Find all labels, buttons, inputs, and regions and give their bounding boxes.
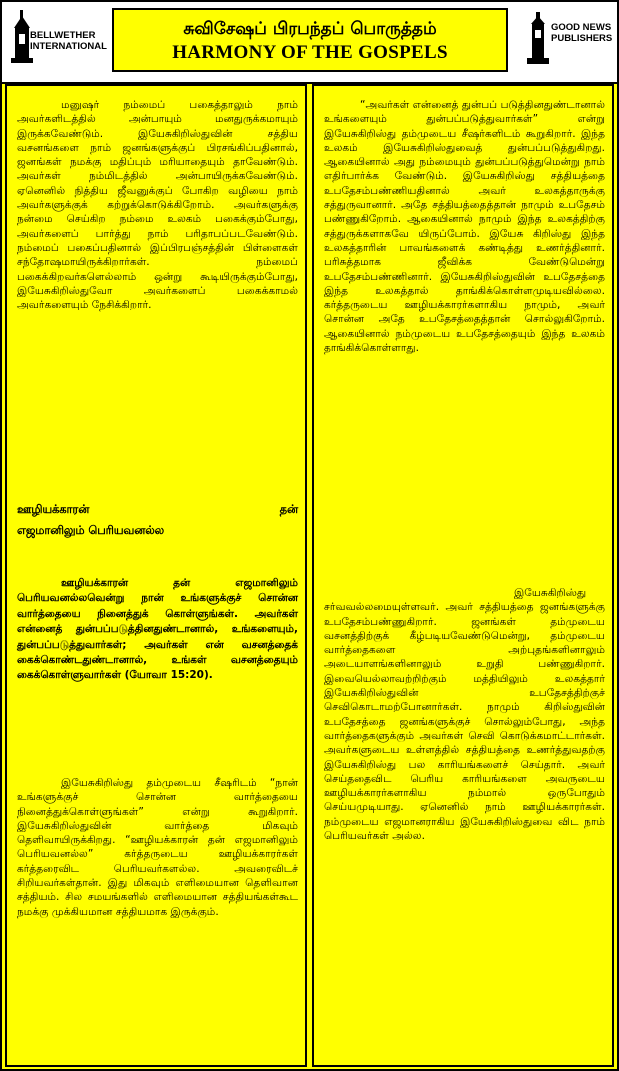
body-area <box>2 84 617 1069</box>
left-column <box>5 84 307 1067</box>
section-heading-line-2: எஜமானிலும் பெரியவனல்ல <box>17 524 164 537</box>
title-box <box>112 8 508 72</box>
title-english: HARMONY OF THE GOSPELS <box>172 42 448 63</box>
left-paragraph-1: மனுஷர் நம்மைப் பகைத்தாலும் நாம் அவர்களிடத்தில் அன்பாயும் மனதுருக்கமாயும் இருக்கவேண்டும். இயேசுகிறிஸ்துவின் சத்திய வசனங்களை நாம் ஜனங்களுக்குப் பிரசங்கிப்பதினால், ஜனங்கள் நமக்கு மதிப்பும் மரியாதையும் தாவேண்டும். அவர்கள் நம்மிடத்தில் அன்பாயிருக்கவேண்டும். ஏனெனில் நித்திய ஜீவனுக்குப் போகிற வழியை நாம் அவர்களுக்குக் கற்றுக்கொடுக்கிறோம். அவர்களுக்கு நன்மை செய்கிற நம்மை உலகம் பகைக்கும்போது, அவர்களைப் பார்த்து நாம் பரிதாபப்படவேண்டும். நம்மைப் பகைப்பதினால் இப்பிரபஞ்சத்தின் பிள்ளைகள் சந்தோஷமாயிருக்கிறார்கள். நம்மைப் பகைக்கிறவர்களெல்லாம் ஒன்று கூடியிருக்கும்போது, இயேசுகிறிஸ்துவோ அவர்களைப் பகைக்காமல் அவர்களையும் நேசிக்கிறார். <box>17 99 298 312</box>
good-news-logo-text: GOOD NEWS PUBLISHERS <box>551 22 613 44</box>
right-column <box>312 84 614 1067</box>
scripture-quote: ஊழியக்காரன் தன் எஜமானிலும் பெரியவனல்லவென்று நான் உங்களுக்குச் சொன்ன வார்த்தையை நினைத்துக் கொள்ளுங்கள். அவர்கள் என்னைத் துன்பப்படுத்தினதுண்டானால், உங்களையும், துன்பப்படுத்துவார்கள்; அவர்கள் என் வசனத்தைக் கைக்கொண்டதுண்டானால், உங்கள் வசனத்தையும் கைக்கொள்ளுவார்கள் (யோவா 15:20). <box>17 577 298 682</box>
bellwether-logo-text: BELLWETHER INTERNATIONAL <box>30 30 107 52</box>
right-paragraph-1: “அவர்கள் என்னைத் துன்பப் படுத்தினதுண்டானால் உங்களையும் துன்பப்படுத்துவார்கள்” என்று இயேசுகிறிஸ்து தம்முடைய சீஷர்களிடம் கூறுகிறார். இந்த உலகம் இயேசுகிறிஸ்துவைத் துன்பப்படுத்துகிறது. ஆகையினால் அது நம்மையும் துன்பப்படுத்துமென்று நாம் எதிர்பார்க்க வேண்டும். இயேசுகிறிஸ்து சத்தியத்தை உபதேசம்பண்ணியதினால் அவர் உலகத்தாருக்கு சத்துருவானார். அதே சத்தியத்தைத்தான் நாமும் உபதேசம் பண்ணுகிறோம். ஆகையினால் நாமும் இந்த உலகத்திற்கு சத்துருக்களாகவே யிருப்போம். இயேசு கிறிஸ்து இந்த உலகத்தாரின் பாவங்களைக் கண்டித்து உணர்த்தினார். பரிசுத்தமாக ஜீவிக்க வேண்டுமென்று உபதேசம்பண்ணினார். இயேசுகிறிஸ்துவின் உபதேசத்தை இந்த உலகத்தால் தாங்கிக்கொள்ளமுடியவில்லை. கர்த்தருடைய ஊழியக்காரர்களாகிய நாமும், அவர் சொன்ன அதே உபதேசத்தைத்தான் சொல்லுகிறோம். ஆகையினால் நம்முடைய உபதேசத்தையும் இந்த உலகம் தாங்கிக்கொள்ளாது. <box>324 99 605 355</box>
left-paragraph-3: இயேசுகிறிஸ்து தம்முடைய சீஷரிடம் “நான் உங்களுக்குச் சொன்ன வார்த்தையை நினைத்துக்கொள்ளுங்கள்” என்று கூறுகிறார். இயேசுகிறிஸ்துவின் வார்த்தை மிகவும் தெளிவாயிருக்கிறது. “ஊழியக்காரன் தன் எஜமானிலும் பெரியவனல்ல” கர்த்தருடைய ஊழியக்காரர்கள் கர்த்தரைவிட பெரியவர்களல்ல. அவரைவிடச் சிறியவர்கள்தான். இது மிகவும் எளிமையான தெளிவான சத்தியம். சில சமயங்களில் எளிமையான சத்தியங்கள்கூட நமக்கு முக்கியமான சத்தியமாக இருக்கும். <box>17 777 298 918</box>
heading-word-left: ஊழியக்காரன் <box>17 503 90 516</box>
header <box>2 2 617 84</box>
publisher-figure-icon <box>525 10 551 72</box>
title-tamil: சுவிசேஷப் பிரபந்தப் பொருத்தம் <box>183 19 437 39</box>
heading-word-right: தன் <box>279 503 298 516</box>
right-paragraph-2: இயேசுகிறிஸ்து சர்வவல்லமையுள்ளவர். அவர் சத்தியத்தை ஜனங்களுக்கு உபதேசம்பண்ணுகிறார். ஜனங்கள் தம்முடைய வசனத்திற்குக் கீழ்படியவேண்டுமென்று, தம்முடைய வார்த்தைகளை அற்புதங்களினாலும் அடையாளங்களினாலும் உறுதி பண்ணுகிறார். இவையெல்லாவற்றிற்கும் மத்தியிலும் உலகத்தார் இயேசுகிறிஸ்துவின் உபதேசத்திற்குச் செவிகொடாமற்போனார்கள். நாமும் கிறிஸ்துவின் உபதேசத்தை ஜனங்களுக்குச் சொல்லும்போது, அந்த வார்த்தைகளுக்கும் அவர்கள் செவி கொடுக்கமாட்டார்கள். அவர்களுடைய உள்ளத்தில் சத்தியத்தை உணர்த்துவதற்கு இயேசுகிறிஸ்து பல காரியங்களைச் செய்தார். அவர் செய்ததைவிட பெரிய காரியங்களை அவருடைய ஊழியக்காரர்களாகிய நம்மால் ஒருபோதும் செய்யமுடியாது. ஏனெனில் நாம் ஊழியக்காரர்கள். நம்முடைய எஜமானராகிய இயேசுகிறிஸ்துவை விட நாம் பெரியவர்கள் அல்ல. <box>324 587 605 843</box>
section-heading-line-1 <box>17 499 298 520</box>
bellwether-logo <box>8 10 107 72</box>
good-news-logo <box>525 10 615 72</box>
section-heading <box>17 499 298 541</box>
